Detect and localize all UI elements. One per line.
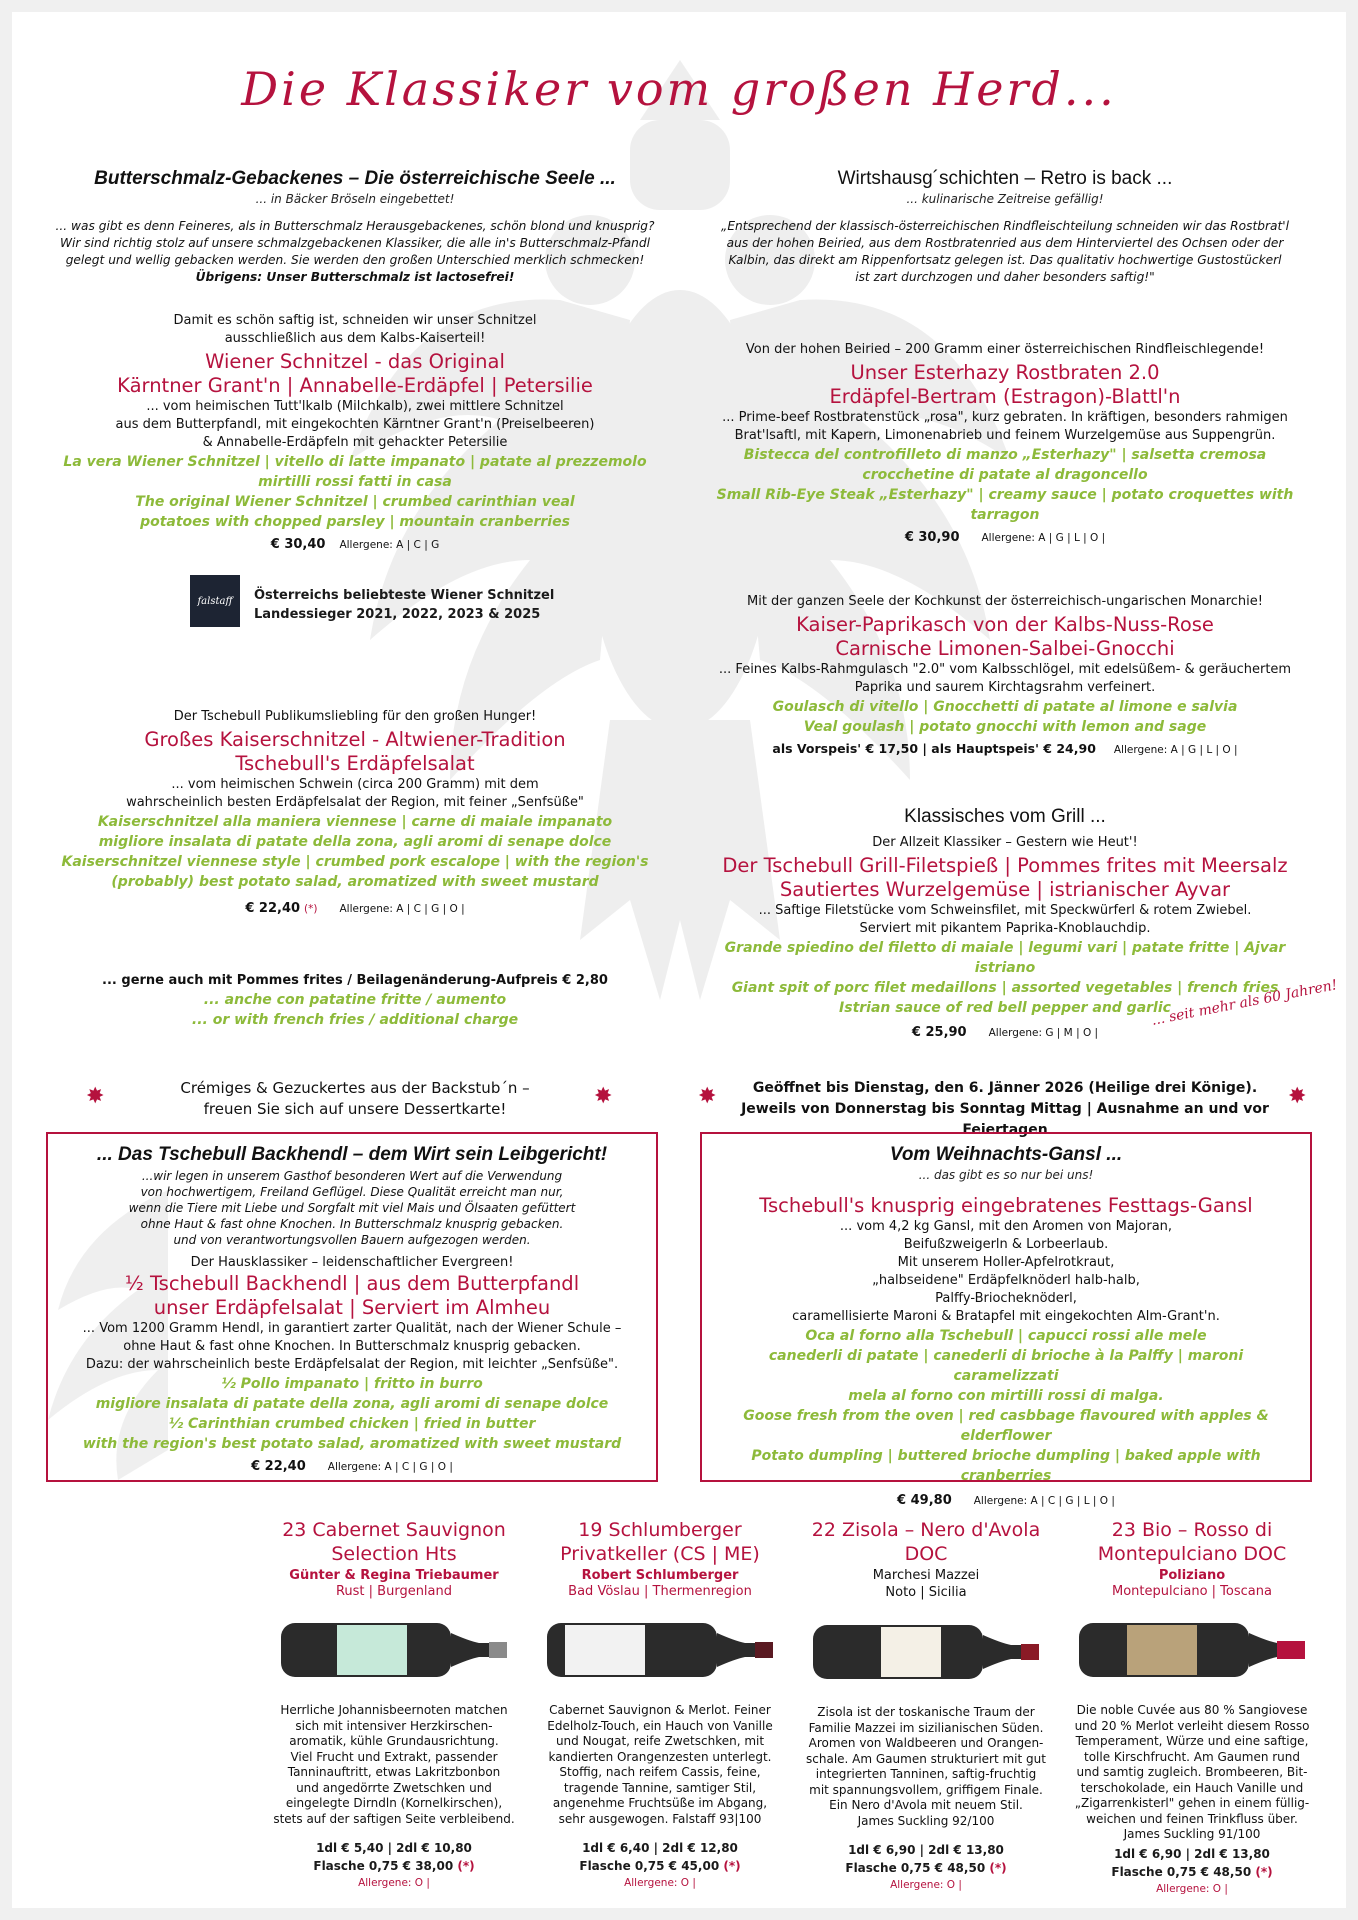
- allergens: Allergene: A | G | L | O |: [981, 532, 1106, 544]
- dish-translation: The original Wiener Schnitzel | crumbed carinthian veal: [135, 494, 575, 510]
- winery: Günter & Regina Triebaumer: [289, 1568, 499, 1583]
- dish-title: Carnische Limonen-Salbei-Gnocchi: [835, 637, 1175, 660]
- intro-line: Wir sind richtig stolz auf unsere schmalzgebackenen Klassiker, die alle in's Butterschmalz-Pfandl: [59, 236, 650, 250]
- script-note: ... seit mehr als 60 Jahren!: [1150, 977, 1339, 1029]
- wine-card: [266, 1518, 522, 1889]
- wine-label: [565, 1625, 645, 1675]
- intro-line: Übrigens: Unser Butterschmalz ist lactosefrei!: [195, 270, 515, 284]
- wine-bottle-image: [1077, 1615, 1307, 1685]
- allergens: Allergene: A | C | G | O |: [327, 1461, 453, 1473]
- wine-name: 23 Cabernet Sauvignon: [282, 1519, 506, 1541]
- wine-description: [1064, 1703, 1320, 1843]
- dish-description: & Annabelle-Erdäpfeln mit gehackter Petersilie: [202, 435, 508, 450]
- falstaff-logo: falstaff: [190, 575, 240, 627]
- intro-line: ...wir legen in unserem Gasthof besonderen Wert auf die Verwendung: [141, 1169, 563, 1183]
- award-line: Landessieger 2021, 2022, 2023 & 2025: [254, 607, 541, 622]
- wine-desc-line: und angedörrte Zwetschken und: [296, 1780, 492, 1795]
- allergens: Allergene: O |: [890, 1879, 962, 1891]
- dish-translation: potatoes with chopped parsley | mountain cranberries: [140, 514, 570, 530]
- wine-desc-line: Die noble Cuvée aus 80 % Sangiovese: [1076, 1703, 1308, 1717]
- intro-line: ist zart durchzogen und daher besonders saftig!": [855, 270, 1155, 284]
- intro-line: aus der hohen Beiried, aus dem Rostbratenried aus dem Hinterviertel des Ochsen oder der: [726, 236, 1284, 250]
- price-row: [700, 529, 1310, 545]
- allergens: Allergene: O |: [624, 1877, 696, 1889]
- wine-desc-line: Ein Nero d'Avola mit neuem Stil.: [829, 1798, 1023, 1812]
- wine-desc-line: und samtig zugleich. Brombeeren, Bit-: [1076, 1765, 1308, 1779]
- wine-region: Rust | Burgenland: [335, 1584, 453, 1599]
- box-heading: Vom Weihnachts-Gansl ...: [889, 1144, 1123, 1165]
- dish-description: ohne Haut & fast ohne Knochen. In Butterschmalz knusprig gebacken.: [123, 1339, 581, 1354]
- allergens: Allergene: A | G | L | O |: [1113, 744, 1238, 756]
- price-mark: (*): [304, 903, 318, 915]
- dish-translation: Oca al forno alla Tschebull | capucci rossi alle mele: [805, 1328, 1207, 1344]
- allergens: Allergene: O |: [1156, 1882, 1228, 1895]
- allergens: Allergene: A | C | G | O |: [339, 903, 465, 915]
- wine-desc-line: Temperament, Würze und eine saftige,: [1075, 1734, 1309, 1748]
- wine-description: [532, 1703, 788, 1827]
- wine-prices: [798, 1841, 1054, 1877]
- dish-title: Der Tschebull Grill-Filetspieß | Pommes frites mit Meersalz: [722, 854, 1288, 877]
- wine-name: Privatkeller (CS | ME): [560, 1543, 760, 1565]
- menu-item-paprikasch: [700, 593, 1310, 756]
- extra-translation: ... or with french fries / additional charge: [191, 1012, 519, 1028]
- wine-desc-line: mit spannungsvollem, griffigem Finale.: [809, 1782, 1043, 1797]
- dish-translation: Potato dumpling | buttered brioche dumpling | baked apple with cranberries: [751, 1448, 1261, 1484]
- rosette-icon: ✸: [86, 1084, 105, 1109]
- page-title: Die Klassiker vom großen Herd...: [241, 62, 1117, 116]
- butterschmalz-section: [40, 168, 670, 286]
- note-line: Jeweils von Donnerstag bis Sonntag Mittag | Ausnahme an und vor Feiertagen: [741, 1101, 1269, 1138]
- wine-desc-line: Tanninauftritt, etwas Lakritzbonbon: [287, 1765, 501, 1779]
- wine-card: [798, 1518, 1054, 1891]
- intro-line: und von verantwortungsvollen Bauern aufgezogen werden.: [173, 1233, 531, 1247]
- intro-line: ohne Haut & fast ohne Knochen. In Butterschmalz knusprig gebacken.: [140, 1217, 564, 1231]
- wine-bottle-price: Flasche 0,75 € 48,50: [845, 1861, 986, 1875]
- dish-description: Beifußzweigerln & Lorbeerlaub.: [903, 1237, 1109, 1252]
- dish-lead: Von der hohen Beiried – 200 Gramm einer österreichischen Rindfleischlegende!: [745, 342, 1265, 357]
- wine-card: [532, 1518, 788, 1889]
- dish-title: Sautiertes Wurzelgemüse | istrianischer Ayvar: [779, 878, 1231, 901]
- extra-translation: ... anche con patatine fritte / aumento: [203, 992, 507, 1008]
- box-subheading: ... das gibt es so nur bei uns!: [918, 1168, 1094, 1182]
- wine-name: 19 Schlumberger: [578, 1519, 742, 1541]
- dish-translation: (probably) best potato salad, aromatized with sweet mustard: [111, 874, 599, 890]
- price: € 25,90: [911, 1025, 967, 1040]
- dish-translation: ½ Carinthian crumbed chicken | fried in butter: [168, 1416, 536, 1432]
- allergens: Allergene: A | C | G: [339, 539, 440, 551]
- section-intro: [40, 218, 670, 286]
- wine-desc-line: und 20 % Merlot verleiht diesem Rosso: [1074, 1718, 1310, 1733]
- wine-glass-price: 1dl € 6,90 | 2dl € 13,80: [1114, 1846, 1270, 1861]
- wine-region: Bad Vöslau | Thermenregion: [568, 1584, 752, 1599]
- wine-desc-line: sehr ausgewogen. Falstaff 93|100: [558, 1811, 762, 1826]
- menu-item-rostbraten: [700, 341, 1310, 545]
- wine-desc-line: aromatik, kühle Grundausrichtung.: [289, 1734, 499, 1748]
- intro-line: ... was gibt es denn Feineres, als in Butterschmalz Herausgebackenes, schön blond und knusprig?: [55, 219, 655, 233]
- dish-lead: Mit der ganzen Seele der Kochkunst der österreichisch-ungarischen Monarchie!: [747, 594, 1263, 609]
- dish-description: Mit unserem Holler-Apfelrotkraut,: [897, 1255, 1115, 1270]
- price: € 49,80: [897, 1493, 952, 1508]
- dish-title: Erdäpfel-Bertram (Estragon)-Blattl'n: [829, 385, 1181, 408]
- wine-prices: [1064, 1845, 1320, 1881]
- dish-lead: Damit es schön saftig ist, schneiden wir unser Schnitzel: [173, 313, 537, 328]
- dish-description: Serviert mit pikantem Paprika-Knoblauchdip.: [859, 921, 1151, 936]
- dish-translation: with the region's best potato salad, aromatized with sweet mustard: [82, 1436, 622, 1452]
- wine-bottle-price: Flasche 0,75 € 48,50: [1111, 1864, 1252, 1879]
- dish-description: Dazu: der wahrscheinlich beste Erdäpfelsalat der Region, mit leichter „Senfsüße".: [85, 1357, 619, 1372]
- dish-title: Großes Kaiserschnitzel - Altwiener-Tradition: [144, 728, 566, 751]
- dish-description: ... vom heimischen Schwein (circa 200 Gramm) mit dem: [171, 777, 539, 792]
- dish-description: „halbseidene" Erdäpfelknöderl halb-halb,: [872, 1273, 1140, 1288]
- wine-bottle-image: [279, 1615, 509, 1685]
- wine-region: Montepulciano | Toscana: [1112, 1584, 1272, 1599]
- wine-desc-line: und Nougat, reife Zwetschken, mit: [555, 1734, 765, 1748]
- dish-description: caramellisierte Maroni & Bratapfel mit eingekochten Alm-Grant'n.: [792, 1309, 1220, 1324]
- dish-description: ... vom 4,2 kg Gansl, mit den Aromen von Majoran,: [839, 1219, 1173, 1234]
- dish-description: aus dem Butterpfandl, mit eingekochten Kärntner Grant'n (Preiselbeeren): [115, 417, 595, 432]
- dish-description: Palffy-Briocheknöderl,: [935, 1291, 1077, 1306]
- note-line: Crémiges & Gezuckertes aus der Backstub´n –: [180, 1079, 530, 1097]
- dish-lead: Der Tschebull Publikumsliebling für den großen Hunger!: [173, 709, 537, 724]
- dish-translation: Goose fresh from the oven | red casbbage flavoured with apples & elderflower: [743, 1408, 1269, 1444]
- wine-desc-line: angenehme Fruchtsüße im Abgang,: [552, 1796, 768, 1810]
- dish-title: Unser Esterhazy Rostbraten 2.0: [850, 361, 1160, 384]
- dish-lead: Der Hausklassiker – leidenschaftlicher Evergreen!: [190, 1255, 514, 1270]
- dish-translation: Small Rib-Eye Steak „Esterhazy" | creamy sauce | potato croquettes with tarragon: [716, 487, 1294, 523]
- price-row: [60, 536, 650, 552]
- dish-title: Tschebull's Erdäpfelsalat: [235, 752, 475, 775]
- dish-translation: Kaiserschnitzel alla maniera viennese | carne di maiale impanato: [97, 814, 613, 830]
- wine-desc-line: integrierten Tanninen, saftig-fruchtig: [815, 1767, 1037, 1781]
- dish-translation: Kaiserschnitzel viennese style | crumbed pork escalope | with the region's: [61, 854, 649, 870]
- dish-title: Wiener Schnitzel - das Original: [205, 350, 505, 373]
- wine-glass-price: 1dl € 5,40 | 2dl € 10,80: [316, 1841, 472, 1855]
- wine-desc-line: Edelholz-Touch, ein Hauch von Vanille: [547, 1718, 773, 1733]
- dish-lead: ausschließlich aus dem Kalbs-Kaiserteil!: [224, 331, 486, 346]
- wine-desc-line: James Suckling 91/100: [1123, 1827, 1261, 1841]
- note-line: freuen Sie sich auf unsere Dessertkarte!: [203, 1100, 507, 1118]
- award-line: Österreichs beliebteste Wiener Schnitzel: [254, 588, 555, 603]
- wirtshaus-section: [690, 168, 1320, 286]
- dish-title: Kärntner Grant'n | Annabelle-Erdäpfel | Petersilie: [117, 374, 593, 397]
- price: € 30,90: [904, 530, 960, 545]
- extra-charge-line: ... gerne auch mit Pommes frites / Beilagenänderung-Aufpreis € 2,80: [102, 973, 608, 988]
- price-row: [60, 1458, 644, 1474]
- price-mark: (*): [1255, 1864, 1273, 1879]
- winery: Poliziano: [1158, 1568, 1226, 1583]
- wine-desc-line: terschokolade, ein Hauch Vanille und: [1080, 1780, 1304, 1795]
- section-heading: Klassisches vom Grill ...: [904, 806, 1106, 827]
- price-row: [714, 1492, 1298, 1508]
- intro-line: von hochwertigem, Freiland Geflügel. Diese Qualität erreicht man nur,: [140, 1185, 564, 1199]
- wine-desc-line: eingelegte Dirndln (Kornelkirschen),: [285, 1796, 503, 1810]
- dish-translation: Giant spit of porc filet medaillons | assorted vegetables | french fries: [731, 980, 1279, 996]
- price-row: [60, 900, 650, 916]
- box-intro: [60, 1168, 644, 1248]
- dish-translation: canederli di patate | canederli di brioche à la Palffy | maroni caramelizzati: [768, 1348, 1244, 1384]
- dish-title: unser Erdäpfelsalat | Serviert im Almheu: [153, 1296, 551, 1319]
- dish-translation: Grande spiedino del filetto di maiale | legumi vari | patate fritte | Ajvar istriano: [724, 940, 1286, 976]
- price-row: [700, 1024, 1310, 1040]
- dish-translation: mela al forno con mirtilli rossi di malga.: [848, 1388, 1164, 1404]
- price-mark: (*): [457, 1859, 475, 1873]
- section-subheading: ... in Bäcker Bröseln eingebettet!: [255, 192, 455, 206]
- menu-item-wiener-schnitzel: [60, 312, 650, 552]
- dish-translation: Veal goulash | potato gnocchi with lemon and sage: [803, 719, 1207, 735]
- allergens: Allergene: G | M | O |: [988, 1027, 1099, 1039]
- wine-prices: [532, 1839, 788, 1875]
- price-mark: (*): [989, 1861, 1007, 1875]
- dish-translation: La vera Wiener Schnitzel | vitello di latte impanato | patate al prezzemolo: [63, 454, 647, 470]
- intro-line: gelegt und wellig gebacken werden. Sie werden den großen Unterschied merklich schmecken!: [65, 253, 645, 267]
- wine-label: [1127, 1625, 1197, 1675]
- wine-label: [881, 1627, 941, 1677]
- rosette-icon: ✸: [594, 1084, 613, 1109]
- dish-translation: migliore insalata di patate della zona, agli aromi di senape dolce: [95, 1396, 609, 1412]
- section-intro: [690, 218, 1320, 286]
- wine-desc-line: tolle Kirschfrucht. Am Gaumen rund: [1083, 1749, 1301, 1764]
- dish-translation: Goulasch di vitello | Gnocchetti di patate al limone e salvia: [772, 699, 1238, 715]
- wine-desc-line: James Suckling 92/100: [857, 1813, 995, 1828]
- price-mark: (*): [723, 1859, 741, 1873]
- dish-lead: Der Allzeit Klassiker – Gestern wie Heut'!: [872, 835, 1138, 850]
- wine-bottle-image: [811, 1617, 1041, 1687]
- dish-translation: mirtilli rossi fatti in casa: [258, 474, 452, 490]
- rosette-icon: ✸: [698, 1084, 717, 1109]
- allergens: Allergene: A | C | G | L | O |: [973, 1495, 1115, 1507]
- wine-region: Noto | Sicilia: [885, 1585, 967, 1600]
- wine-glass-price: 1dl € 6,90 | 2dl € 13,80: [848, 1843, 1004, 1857]
- price: € 22,40: [245, 901, 301, 916]
- price-line: als Vorspeis' € 17,50 | als Hauptspeis' € 24,90: [772, 741, 1096, 756]
- dish-title: Kaiser-Paprikasch von der Kalbs-Nuss-Rose: [796, 613, 1214, 636]
- wine-glass-price: 1dl € 6,40 | 2dl € 12,80: [582, 1841, 738, 1855]
- price: € 30,40: [270, 537, 326, 552]
- wine-desc-line: stets auf der saftigen Seite verbleibend.: [273, 1811, 515, 1826]
- wine-name: DOC: [904, 1543, 948, 1565]
- wine-name: 23 Bio – Rosso di: [1111, 1519, 1273, 1541]
- price-row: [700, 741, 1310, 756]
- winery: Marchesi Mazzei: [872, 1568, 980, 1583]
- dish-translation: ½ Pollo impanato | fritto in burro: [221, 1376, 483, 1392]
- wine-bottle-price: Flasche 0,75 € 38,00: [313, 1859, 454, 1873]
- wine-name: Montepulciano DOC: [1097, 1543, 1287, 1565]
- wine-desc-line: schale. Am Gaumen strukturiert mit gut: [806, 1751, 1046, 1766]
- wine-desc-line: tragende Tannine, samtiger Stil,: [563, 1780, 757, 1795]
- box-heading: ... Das Tschebull Backhendl – dem Wirt sein Leibgericht!: [96, 1144, 608, 1165]
- dessert-note: [120, 1078, 590, 1120]
- dish-title: Tschebull's knusprig eingebratenes Festtags-Gansl: [759, 1194, 1253, 1217]
- section-heading: Wirtshausg´schichten – Retro is back ...: [837, 168, 1173, 189]
- menu-item-kaiserschnitzel: [60, 708, 650, 916]
- dish-description: ... Prime-beef Rostbratenstück „rosa", kurz gebraten. In kräftigen, besonders rahmigen: [722, 410, 1288, 425]
- dish-description: ... vom heimischen Tutt'lkalb (Milchkalb), zwei mittlere Schnitzel: [146, 399, 564, 414]
- wine-desc-line: Familie Mazzei im sizilianischen Süden.: [808, 1720, 1044, 1735]
- wine-desc-line: Viel Frucht und Extrakt, passender: [290, 1749, 498, 1764]
- wine-bottle-price: Flasche 0,75 € 45,00: [579, 1859, 720, 1873]
- backhendl-box: [46, 1132, 658, 1482]
- wine-name: Selection Hts: [331, 1543, 457, 1565]
- wine-desc-line: Cabernet Sauvignon & Merlot. Feiner: [549, 1703, 771, 1717]
- wine-description: [266, 1703, 522, 1827]
- wine-label: [337, 1625, 407, 1675]
- wine-name: 22 Zisola – Nero d'Avola: [811, 1519, 1041, 1541]
- wine-desc-line: kandierten Orangenzesten unterlegt.: [548, 1749, 772, 1764]
- dish-description: ... Feines Kalbs-Rahmgulasch "2.0" vom Kalbsschlögel, mit edelsüßem- & geräuchertem: [718, 662, 1292, 677]
- allergens: Allergene: O |: [358, 1877, 430, 1889]
- dish-translation: Bistecca del controfilleto di manzo „Esterhazy" | salsetta cremosa: [743, 447, 1267, 463]
- dish-description: wahrscheinlich besten Erdäpfelsalat der Region, mit feiner „Senfsüße": [126, 795, 584, 810]
- dish-translation: migliore insalata di patate della zona, agli aromi di senape dolce: [98, 834, 612, 850]
- dish-description: ... Vom 1200 Gramm Hendl, in garantiert zarter Qualität, nach der Wiener Schule –: [82, 1321, 622, 1336]
- rosette-icon: ✸: [1288, 1084, 1307, 1109]
- dish-description: Paprika und saurem Kirchtagsrahm verfeinert.: [854, 680, 1156, 695]
- wine-desc-line: Stoffig, nach reifem Cassis, feine,: [559, 1765, 761, 1779]
- intro-line: „Entsprechend der klassisch-österreichischen Rindfleischteilung schneiden wir das Rostbrat'l: [721, 219, 1289, 233]
- gansl-box: [700, 1132, 1312, 1508]
- winery: Robert Schlumberger: [581, 1568, 739, 1583]
- falstaff-award: [254, 586, 554, 624]
- wine-description: [798, 1705, 1054, 1829]
- wine-prices: [266, 1839, 522, 1875]
- price: € 22,40: [251, 1459, 306, 1474]
- section-heading: Butterschmalz-Gebackenes – Die österreichische Seele ...: [94, 168, 616, 189]
- intro-line: Kalbin, das direkt am Rippenfortsatz gelegen ist. Das qualitativ hochwertige Gustostückerl: [728, 253, 1282, 267]
- side-dish-extra: [60, 972, 650, 1030]
- dish-title: ½ Tschebull Backhendl | aus dem Butterpfandl: [124, 1272, 580, 1295]
- section-subheading: ... kulinarische Zeitreise gefällig!: [906, 192, 1104, 206]
- dish-translation: Istrian sauce of red bell pepper and garlic: [839, 1000, 1171, 1016]
- wine-card: [1064, 1518, 1320, 1895]
- wine-desc-line: „Zigarrenkisterl" gehen in einem füllig-: [1074, 1796, 1310, 1810]
- wine-desc-line: weichen und feinen Trinkfluss über.: [1086, 1811, 1298, 1826]
- dish-description: Brat'lsaftl, mit Kapern, Limonenabrieb und feinem Wurzelgemüse aus Suppengrün.: [734, 428, 1276, 443]
- wine-bottle-image: [545, 1615, 775, 1685]
- dish-description: ... Saftige Filetstücke vom Schweinsfilet, mit Speckwürferl & rotem Zwiebel.: [758, 903, 1252, 918]
- wine-desc-line: Zisola ist der toskanische Traum der: [817, 1705, 1035, 1719]
- note-line: Geöffnet bis Dienstag, den 6. Jänner 2026 (Heilige drei Könige).: [752, 1080, 1258, 1096]
- dish-translation: crocchetine di patate al dragoncello: [862, 467, 1148, 483]
- intro-line: wenn die Tiere mit Liebe und Sorgfalt mit viel Mais und Ölsaaten gefüttert: [128, 1201, 576, 1215]
- wine-desc-line: sich mit intensiver Herzkirschen-: [295, 1718, 493, 1733]
- wine-desc-line: Herrliche Johannisbeernoten matchen: [280, 1703, 508, 1717]
- wine-desc-line: Aromen von Waldbeeren und Orangen-: [808, 1736, 1044, 1750]
